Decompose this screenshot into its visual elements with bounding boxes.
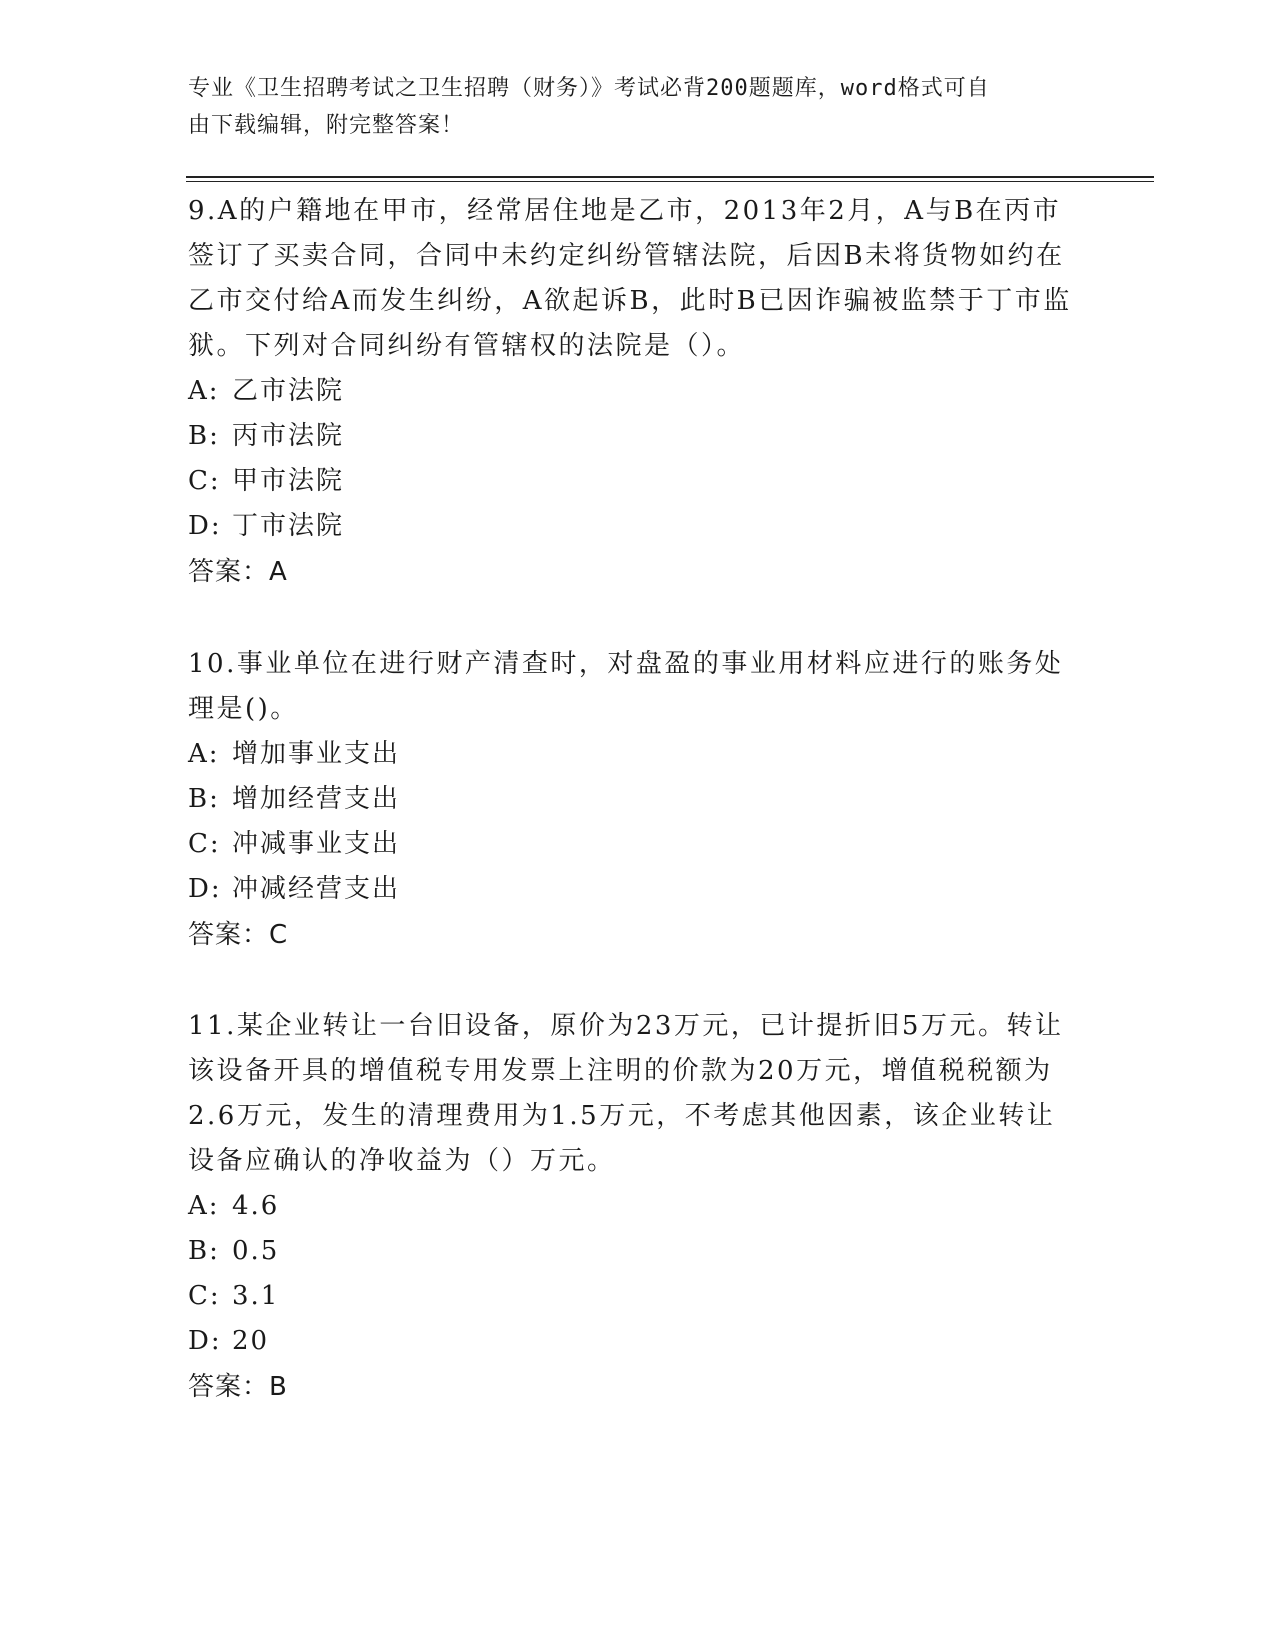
option-key: C: [188,829,221,859]
header-divider [186,176,1154,178]
option-text: 甲市法院 [232,466,345,496]
option-key: C: [188,466,221,496]
question-10 [188,642,1078,958]
option-d [188,1319,1078,1364]
option-a [188,369,1078,414]
option-c [188,459,1078,504]
question-9 [188,189,1078,595]
option-text: 冲减事业支出 [232,829,401,859]
option-key: B: [188,784,220,814]
option-key: D: [188,511,222,541]
option-b [188,414,1078,459]
option-text: 丙市法院 [232,421,345,451]
option-text: 增加经营支出 [232,784,401,814]
option-text: 丁市法院 [232,511,345,541]
option-key: C: [188,1281,221,1311]
option-key: A: [188,739,220,769]
option-b [188,1229,1078,1274]
document-header [188,70,1068,144]
option-c [188,822,1078,867]
option-key: D: [188,1326,222,1356]
option-key: D: [188,874,222,904]
option-d [188,867,1078,912]
option-text: 20 [232,1326,270,1356]
header-divider-thin [186,181,1154,182]
option-b [188,777,1078,822]
option-text: 增加事业支出 [232,739,401,769]
answer: 答案：A [188,557,288,587]
option-text: 3.1 [232,1281,280,1311]
header-line-2: 由下载编辑，附完整答案！ [188,113,465,138]
option-c [188,1274,1078,1319]
answer: 答案：B [188,1372,288,1402]
option-key: B: [188,421,220,451]
question-11 [188,1004,1078,1410]
question-stem: 10.事业单位在进行财产清查时，对盘盈的事业用材料应进行的账务处理是()。 [188,649,1064,724]
option-key: B: [188,1236,220,1266]
answer: 答案：C [188,920,289,950]
option-key: A: [188,1191,220,1221]
option-a [188,732,1078,777]
option-key: A: [188,376,220,406]
option-text: 冲减经营支出 [232,874,401,904]
option-text: 0.5 [232,1236,280,1266]
option-text: 乙市法院 [232,376,345,406]
option-d [188,504,1078,549]
question-stem: 11.某企业转让一台旧设备，原价为23万元，已计提折旧5万元。转让该设备开具的增值税专用发票上注明的价款为20万元，增值税税额为2.6万元，发生的清理费用为1.5万元，不考虑其他因素，该企业转让设备应确认的净收益为（）万元。 [188,1011,1064,1176]
question-stem: 9.A的户籍地在甲市，经常居住地是乙市，2013年2月，A与B在丙市签订了买卖合同，合同中未约定纠纷管辖法院，后因B未将货物如约在乙市交付给A而发生纠纷，A欲起诉B，此时B已因诈骗被监禁于丁市监狱。下列对合同纠纷有管辖权的法院是（）。 [188,196,1072,361]
option-text: 4.6 [232,1191,280,1221]
header-line-1: 专业《卫生招聘考试之卫生招聘（财务）》考试必背200题题库，word格式可自 [188,76,990,101]
option-a [188,1184,1078,1229]
